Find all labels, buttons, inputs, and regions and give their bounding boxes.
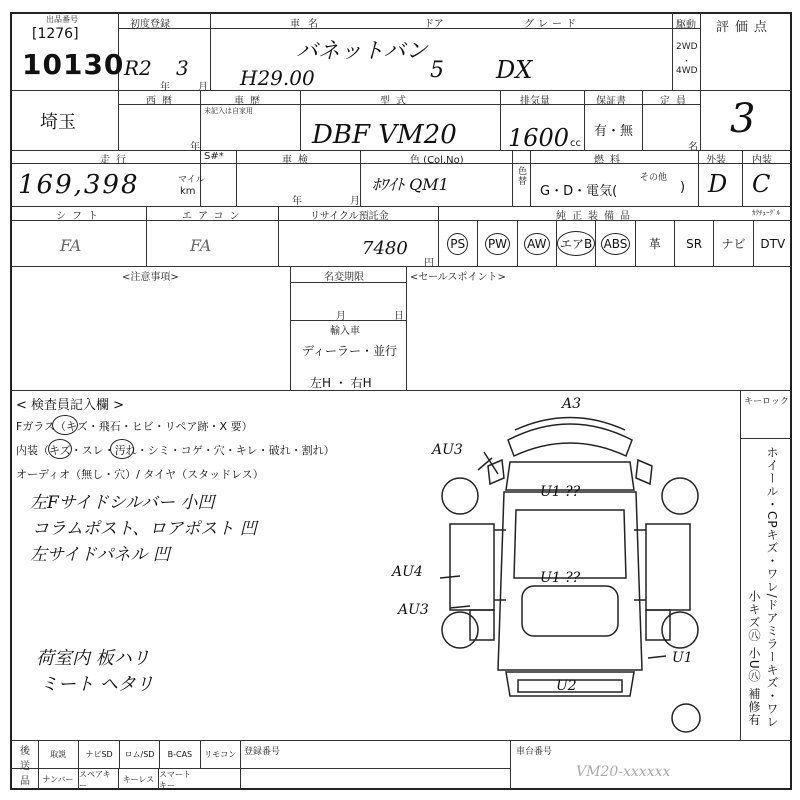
capacity-label: 定員 [660, 96, 692, 107]
equipment-item [517, 221, 556, 266]
exterior-value: D [708, 170, 728, 198]
footer-sold: 送 [20, 761, 30, 772]
footer-item: スマートキー [158, 769, 198, 790]
displacement-label: 排気量 [520, 96, 550, 107]
first-reg-label: 初度登録 [130, 19, 170, 30]
history-sub: 未記入は自家用 [204, 107, 253, 115]
tag-a3: A3 [562, 396, 582, 412]
equipment-label: エアB [557, 231, 595, 256]
notes-label: <注意事項> [122, 272, 179, 283]
model-code: H29.00 [240, 66, 315, 90]
equipment-label: AW [524, 233, 549, 255]
tag-u1-roof: U1 ?? [540, 570, 581, 586]
first-reg-value: R2 [124, 56, 152, 80]
side-legend: ホイール・CPキズ・ワレ/ドアミラーキズ・ワレ [765, 446, 779, 729]
s-label: S#* [204, 151, 224, 162]
inspection-year: 年 [292, 196, 302, 207]
ticket-label: ｶｸﾁｭｰｸﾞﾙ [752, 209, 780, 217]
v-line [698, 150, 699, 206]
import-options: ディーラー・並行 [302, 344, 398, 358]
equipment-label: SR [686, 236, 703, 251]
shift-label: シフト [56, 211, 104, 222]
drive-label: 駆動 [676, 20, 696, 31]
audio-line: オーディオ（無し・穴）/ タイヤ（スタッドレス） [16, 468, 264, 481]
name-change-month: 月 [336, 311, 346, 322]
handwritten-note-3: 左サイドパネル 凹 [30, 545, 170, 565]
inspection-month: 月 [350, 196, 360, 207]
month-char: 月 [198, 82, 208, 93]
grade-value: DX [496, 56, 533, 84]
equipment-label: 純正装備品 [556, 211, 636, 222]
history-label: 車歴 [234, 96, 266, 107]
model-value: DBF VM20 [312, 120, 457, 150]
first-reg-month: 3 [176, 56, 189, 80]
v-line [146, 206, 147, 266]
footer-item: 取説 [50, 750, 67, 759]
grade-label: グレード [524, 19, 580, 30]
import-label: 輸入車 [330, 326, 360, 337]
footer-item: ロム/SD [119, 741, 159, 768]
equipment-item [595, 221, 634, 266]
h-line [740, 438, 792, 439]
v-line [236, 150, 237, 206]
person-unit: 名 [688, 142, 698, 153]
year-char: 年 [160, 82, 170, 93]
mileage-label: 走行 [100, 155, 132, 166]
color-value: ﾎﾜｲﾄ QM1 [372, 175, 449, 194]
v-line [700, 12, 701, 150]
equipment-label: PS [447, 233, 468, 255]
row-divider-4 [10, 266, 792, 267]
circled-mark [48, 439, 72, 459]
equipment-label: ナビ [721, 237, 746, 251]
model-label: 型式 [380, 96, 412, 107]
glass-line: Fガラス（キズ・飛石・ヒビ・リペア跡・X 要） [16, 420, 253, 433]
yen-unit: 円 [424, 258, 434, 269]
car-name-label: 車名 [290, 19, 326, 30]
v-line [200, 90, 201, 150]
v-line [210, 12, 211, 90]
v-line [742, 150, 743, 206]
registration-label: 登録番号 [244, 747, 281, 757]
tag-au4: AU4 [392, 564, 423, 580]
chassis-label: 車台番号 [516, 747, 553, 757]
v-line [240, 740, 241, 790]
name-change-label: 名変期限 [324, 272, 364, 283]
score-value: 3 [730, 96, 756, 142]
v-line [512, 150, 513, 206]
row-divider-1 [10, 90, 792, 91]
exterior-label: 外装 [706, 155, 726, 166]
v-line [300, 90, 301, 150]
equipment-item [635, 221, 674, 266]
mile-unit: マイル [178, 175, 205, 185]
v-line [290, 266, 291, 390]
circled-mark [110, 439, 134, 459]
tag-u1-rear: U1 [672, 650, 693, 666]
h-line [290, 320, 406, 321]
footer-items-row-1 [38, 741, 240, 768]
name-change-day: 日 [394, 311, 404, 322]
footer-item: B-CAS [159, 741, 199, 768]
inspection-label: 車検 [282, 155, 314, 166]
ac-value: FA [190, 236, 212, 255]
tag-u2: U2 [556, 678, 577, 694]
footer-items-row-2 [38, 769, 198, 790]
drive-2wd: 2WD [676, 42, 698, 52]
door-value: 5 [430, 58, 444, 83]
row-divider-5 [10, 390, 792, 391]
footer-item: 品 [20, 776, 30, 787]
displacement-value: 1600 [508, 124, 570, 152]
footer-item: ナビSD [78, 741, 118, 768]
equipment-list [438, 221, 792, 266]
km-unit: km [180, 186, 196, 197]
keyless-label: キーロック [744, 397, 789, 407]
door-label: ドア [424, 19, 444, 30]
tag-au3-side: AU3 [398, 602, 429, 618]
sales-label: <セールスポイント> [410, 272, 506, 283]
recycle-value: 7480 [362, 238, 408, 259]
footer-item: ナンバー [42, 775, 74, 784]
western-label: 西暦 [146, 96, 178, 107]
interior-value: C [752, 170, 771, 198]
recycle-label: リサイクル預託金 [310, 211, 389, 222]
fuel-label: 燃料 [594, 155, 626, 166]
row-divider-3 [10, 206, 792, 207]
warranty-value: 有・無 [594, 124, 634, 139]
equipment-item [713, 221, 752, 266]
drive-4wd: 4WD [676, 66, 698, 76]
fuel-close: ) [680, 180, 686, 195]
steering-options: 左H ・ 右H [310, 376, 372, 390]
footer-after: 後 [20, 746, 30, 757]
v-line [672, 12, 673, 90]
year-unit: 年 [190, 142, 200, 153]
fuel-options: G・D・電気( [540, 184, 618, 199]
fuel-other: その他 [640, 173, 668, 183]
v-line [530, 150, 531, 206]
v-line [740, 390, 741, 740]
equipment-label: 革 [648, 237, 661, 251]
shift-value: FA [60, 236, 82, 255]
interior-label: 内装 [752, 155, 772, 166]
ac-label: エアコン [182, 211, 246, 222]
equipment-item [477, 221, 516, 266]
color-label: 色 (Col.No) [410, 155, 464, 166]
equipment-item [438, 221, 477, 266]
lot-number: 10130 [22, 48, 125, 81]
side-legend-2: 小キズ㊇ 小U㊇ 補修有 [747, 590, 761, 727]
equipment-label: DTV [760, 236, 786, 251]
equipment-label: ABS [601, 233, 631, 255]
interior-line: 内装（キズ・スレ・汚れ・シミ・コゲ・穴・キレ・破れ・割れ） [16, 444, 335, 457]
v-line [278, 206, 279, 266]
handwritten-note-2: コラムポスト、ロアポスト 凹 [32, 519, 257, 539]
v-line [360, 150, 361, 206]
inspector-title: < 検査員記入欄 > [16, 398, 125, 413]
region-small-label: 出品番号 [46, 15, 78, 24]
v-line [406, 266, 407, 390]
chassis-value: VM20-xxxxxx [576, 764, 671, 780]
v-line [510, 740, 511, 790]
h-line [118, 28, 700, 29]
equipment-item [674, 221, 713, 266]
mileage-value: 169,398 [18, 170, 140, 200]
tag-u1-hood: U1 ?? [540, 484, 581, 500]
v-line [500, 90, 501, 150]
warranty-label: 保証書 [596, 96, 626, 107]
location: 埼玉 [40, 112, 76, 133]
footer-item: リモコン [200, 741, 240, 768]
cc-unit: cc [570, 138, 581, 149]
circled-mark [52, 415, 78, 435]
v-line [642, 90, 643, 150]
footer-item: スペアキー [78, 769, 118, 790]
handwritten-note-5: ミート ヘタリ [40, 674, 154, 695]
handwritten-note-4: 荷室内 板ハリ [36, 648, 150, 669]
equipment-item [753, 221, 792, 266]
lot-bracket: [1276] [32, 26, 79, 42]
v-line [584, 90, 585, 150]
v-line [118, 12, 119, 150]
tag-au3-top: AU3 [432, 442, 463, 458]
equipment-label: PW [485, 233, 510, 255]
handwritten-note-1: 左Fサイドシルバー 小凹 [30, 493, 215, 513]
car-name-value: バネットバン [296, 39, 428, 64]
equipment-item [556, 221, 595, 266]
footer-item: キーレス [118, 769, 158, 790]
score-label: 評価点 [716, 20, 774, 35]
drive-dot: ・ [682, 57, 692, 67]
color-change-label: 色替 [516, 166, 526, 186]
